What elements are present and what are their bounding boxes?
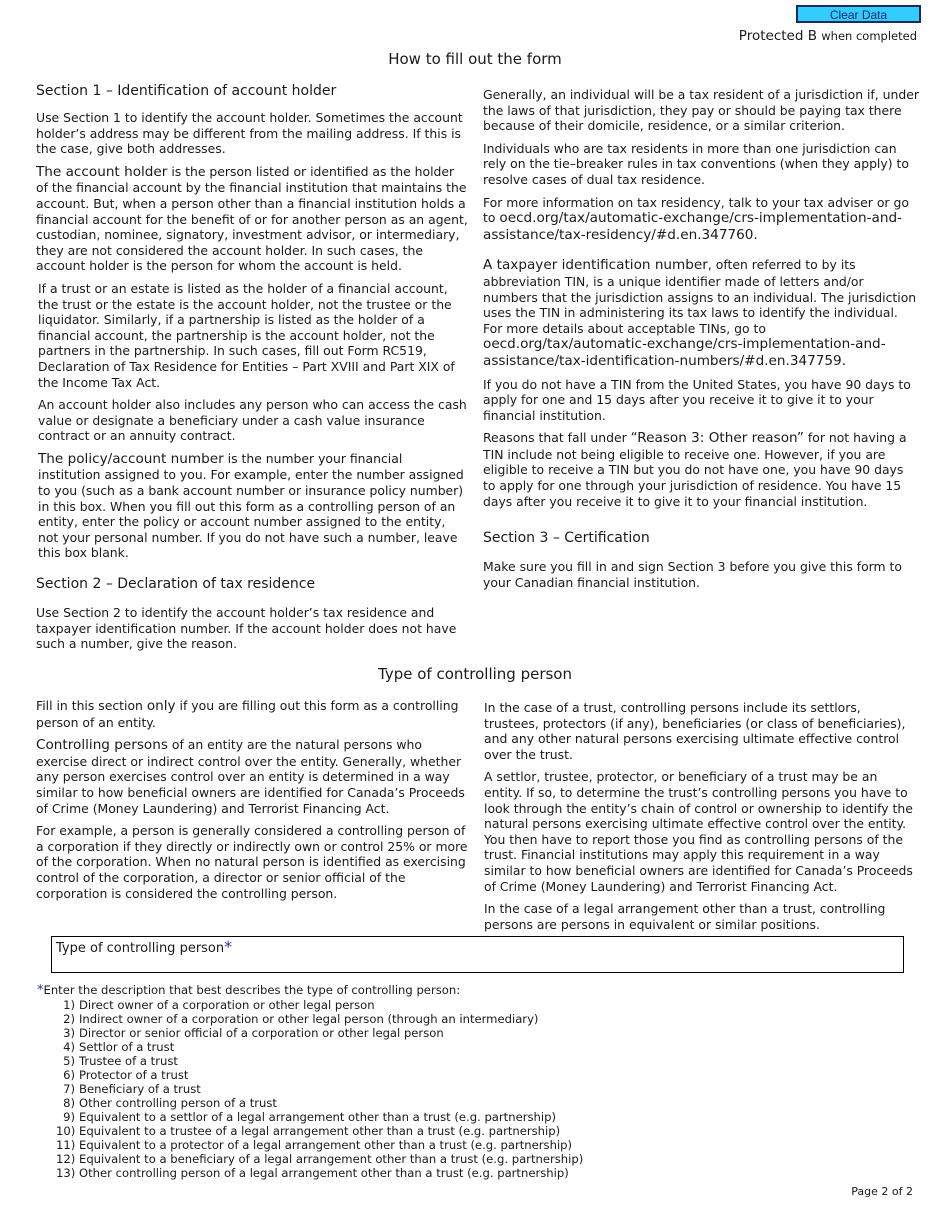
section1-heading: Section 1 – Identification of account holder xyxy=(36,83,337,99)
protected-b-label xyxy=(739,29,917,45)
controlling-p1: Fill in this section only if you are filling out this form as a controlling person of an entity. xyxy=(36,698,459,730)
howto-title: How to fill out the form xyxy=(388,50,562,68)
reason3-paragraph: Reasons that fall under “Reason 3: Other reason” for not having a TIN include not being eligible to receive one. However, if you are eligible to receive a TIN but you do not have one, you have 90 days to apply for one through your jurisdiction of residence. You have 15 days after you receive it to give it to your financial institution. xyxy=(483,430,907,509)
option-text: Director or senior official of a corporation or other legal person xyxy=(79,1026,444,1040)
controlling-type-option xyxy=(56,1012,583,1026)
us-tin-paragraph: If you do not have a TIN from the United States, you have 90 days to apply for one and 15 days after you receive it to give it to your financial institution. xyxy=(483,376,911,423)
controlling-p3: For example, a person is generally considered a controlling person of a corporation if they directly or indirectly own or control 25% or more of the corporation. When no natural person is identified as exercising control of the corporation, a director or senior official of the corporation is considered the controlling person. xyxy=(36,823,468,901)
tin-term: A taxpayer identification number xyxy=(483,257,708,274)
tin-paragraph: A taxpayer identification number, often referred to by its abbreviation TIN, is a unique identifier made of letters and/or numbers that the jurisdiction assigns to an individual. The jurisdiction uses the TIN in administering its tax laws to identify the individual. For more details about acceptable TINs, go to oecd.org/tax/automatic-exchange/crs-implementation-and-assistance/tax-identification-numbers/#d.en.347759. xyxy=(483,257,917,369)
controlling-type-note: *Enter the description that best describes the type of controlling person: xyxy=(37,983,461,998)
controlling-p2: Controlling persons of an entity are the natural persons who exercise direct or indirect control over the entity. Generally, whether any person exercises control over an entity is determined in a way similar to how beneficial owners are identified for Canada’s Proceeds of Crime (Money Laundering) and Terrorist Financing Act. xyxy=(36,737,465,816)
option-text: Protector of a trust xyxy=(79,1068,189,1082)
trust-p2: A settlor, trustee, protector, or beneficiary of a trust may be an entity. If so, to determine the trust’s controlling persons you have to look through the entity’s chain of control or ownership to identify the natural persons exercising ultimate effective control over the entity. You then have to report those you find as controlling persons of the trust. Financial institutions may apply this requirement in a way similar to how beneficial owners are identified for Canada’s Proceeds of Crime (Money Laundering) and Terrorist Financing Act. xyxy=(484,769,913,894)
controlling-type-option xyxy=(56,1096,583,1110)
option-number: 8) xyxy=(63,1096,75,1110)
option-number: 4) xyxy=(63,1040,75,1054)
option-number: 13) xyxy=(56,1166,76,1180)
section1-p3: If a trust or an estate is listed as the holder of a financial account, the trust or the estate is the account holder, not the trustee or the liquidator. Similarly, if a partnership is listed as the holder of a financial account, the partnership is the account holder, not the partners in the partnership. In such cases, fill out Form RC519, Declaration of Tax Residence for Entities – Part XVIII and Part XIX of the Income Tax Act. xyxy=(38,280,455,390)
only-term: only xyxy=(146,698,176,714)
option-number: 5) xyxy=(63,1054,75,1068)
trust-p3: In the case of a legal arrangement other than a trust, controlling persons are persons in equivalent or similar positions. xyxy=(484,901,886,932)
section1-p4: An account holder also includes any person who can access the cash value or designate a beneficiary under a cash value insurance contract or an annuity contract. xyxy=(38,397,467,444)
controlling-left-column xyxy=(36,698,468,908)
option-text: Other controlling person of a trust xyxy=(79,1096,277,1110)
controlling-type-options xyxy=(56,998,583,1180)
option-number: 6) xyxy=(63,1068,75,1082)
residency-p3: For more information on tax residency, talk to your tax adviser or go to oecd.org/tax/automatic-exchange/crs-implementation-and-assistance/tax-residency/#d.en.347760. xyxy=(483,194,909,243)
controlling-title: Type of controlling person xyxy=(378,665,572,683)
trust-p1: In the case of a trust, controlling persons include its settlors, trustees, protectors (if any), beneficiaries (or class of beneficiaries), and any other natural persons exercising ultimate effective control over the trust. xyxy=(484,700,906,762)
controlling-type-option xyxy=(56,1082,583,1096)
option-number: 12) xyxy=(56,1152,76,1166)
controlling-right-column xyxy=(484,700,914,939)
controlling-type-option xyxy=(56,1040,583,1054)
section3-heading: Section 3 – Certification xyxy=(483,530,650,546)
protected-suffix: when completed xyxy=(821,29,917,43)
option-text: Indirect owner of a corporation or other legal person (through an intermediary) xyxy=(79,1012,539,1026)
controlling-type-option xyxy=(56,1026,583,1040)
required-asterisk: * xyxy=(224,937,233,956)
option-text: Settlor of a trust xyxy=(79,1040,175,1054)
residency-p1: Generally, an individual will be a tax resident of a jurisdiction if, under the laws of that jurisdiction, they pay or should be paying tax there because of their domicile, residence, or a similar criterion. xyxy=(483,87,919,134)
option-number: 10) xyxy=(56,1124,76,1138)
option-text: Direct owner of a corporation or other legal person xyxy=(79,998,375,1012)
section3-body xyxy=(483,559,915,597)
option-text: Trustee of a trust xyxy=(79,1054,178,1068)
section2-body xyxy=(36,605,468,659)
option-number: 9) xyxy=(63,1110,75,1124)
controlling-type-option xyxy=(56,1054,583,1068)
section1-p2: The account holder is the person listed or identified as the holder of the financial account by the financial institution that maintains the account. But, when a person other than a financial institution holds a financial account for the benefit of or for another person as an agent, custodian, nominee, signatory, investment advisor, or intermediary, they are not considered the account holder. In such cases, the account holder is the person for whom the account is held. xyxy=(36,163,468,274)
option-text: Equivalent to a settlor of a legal arrangement other than a trust (e.g. partnership) xyxy=(79,1110,556,1124)
tax-residency-link[interactable]: oecd.org/tax/automatic-exchange/crs-implementation-and-assistance/tax-residency/#d.en.347760. xyxy=(483,210,902,243)
policy-number-term: The policy/account number xyxy=(38,450,224,467)
residency-p2: Individuals who are tax residents in more than one jurisdiction can rely on the tie–breaker rules in tax conventions (when they apply) to resolve cases of dual tax residence. xyxy=(483,140,909,187)
controlling-person-type-input[interactable] xyxy=(56,957,899,971)
option-text: Equivalent to a protector of a legal arrangement other than a trust (e.g. partnership) xyxy=(79,1138,573,1152)
controlling-type-option xyxy=(56,1138,583,1152)
controlling-type-option xyxy=(56,1152,583,1166)
option-text: Beneficiary of a trust xyxy=(79,1082,201,1096)
section2-heading: Section 2 – Declaration of tax residence xyxy=(36,576,316,592)
controlling-type-option xyxy=(56,1110,583,1124)
controlling-person-type-label: Type of controlling person* xyxy=(56,937,233,956)
protected-label: Protected B xyxy=(738,28,817,44)
reason3-term: “Reason 3: Other reason” xyxy=(630,430,804,447)
section1-p1: Use Section 1 to identify the account holder. Sometimes the account holder’s address may be different from the mailing address. If this is the case, give both addresses. xyxy=(36,110,463,157)
section2-p1: Use Section 2 to identify the account holder’s tax residence and taxpayer identification number. If the account holder does not have such a number, give the reason. xyxy=(36,605,457,652)
howto-right-column xyxy=(483,87,919,516)
section1-body xyxy=(36,110,468,568)
account-holder-term: The account holder xyxy=(36,163,168,180)
tin-link[interactable]: oecd.org/tax/automatic-exchange/crs-implementation-and-assistance/tax-identification-numbers/#d.en.347759. xyxy=(483,336,886,369)
section3-p1: Make sure you fill in and sign Section 3 before you give this form to your Canadian financial institution. xyxy=(483,559,902,590)
option-number: 7) xyxy=(63,1082,75,1096)
controlling-type-option xyxy=(56,998,583,1012)
controlling-type-option xyxy=(56,1166,583,1180)
controlling-person-type-field[interactable] xyxy=(51,936,904,973)
section1-p5: The policy/account number is the number your financial institution assigned to you. For example, enter the number assigned to you (such as a bank account number or insurance policy number) in this box. When you fill out this form as a controlling person of an entity, enter the policy or account number assigned to the entity, not your personal number. If you do not have such a number, leave this box blank. xyxy=(38,450,464,561)
controlling-type-option xyxy=(56,1068,583,1082)
option-text: Other controlling person of a legal arrangement other than a trust (e.g. partnership) xyxy=(79,1166,569,1180)
option-text: Equivalent to a trustee of a legal arrangement other than a trust (e.g. partnership) xyxy=(79,1124,561,1138)
option-text: Equivalent to a beneficiary of a legal arrangement other than a trust (e.g. partnership) xyxy=(79,1152,584,1166)
clear-data-button[interactable]: Clear Data xyxy=(796,5,921,23)
controlling-persons-term: Controlling persons xyxy=(36,737,168,754)
option-number: 2) xyxy=(63,1012,75,1026)
option-number: 1) xyxy=(63,998,75,1012)
option-number: 11) xyxy=(56,1138,76,1152)
note-asterisk: * xyxy=(37,983,44,998)
option-number: 3) xyxy=(63,1026,75,1040)
controlling-type-option xyxy=(56,1124,583,1138)
page-number: Page 2 of 2 xyxy=(851,1185,913,1198)
